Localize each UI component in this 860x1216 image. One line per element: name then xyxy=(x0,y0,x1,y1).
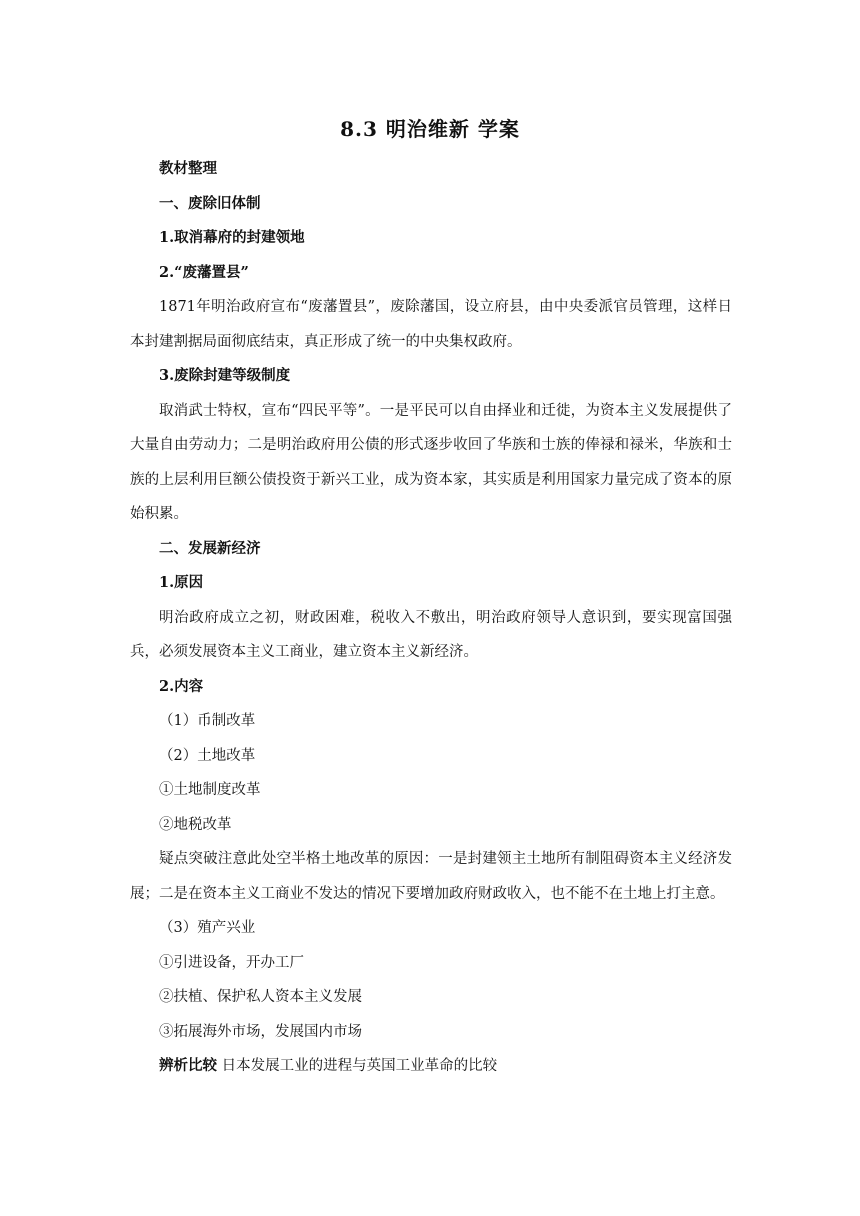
part1-item2-paragraph: 1871年明治政府宣布“废藩置县”，废除藩国，设立府县，由中央委派官员管理，这样日本封建割据局面彻底结束，真正形成了统一的中央集权政府。 xyxy=(130,299,732,350)
part2-content-heading: 2.内容 xyxy=(159,677,204,695)
compare-line xyxy=(130,1049,732,1084)
compare-label: 辨析比较 xyxy=(159,1057,217,1074)
part1-item3-paragraph: 取消武士特权，宣布“四民平等”。一是平民可以自由择业和迁徙，为资本主义发展提供了大量自由劳动力；二是明治政府用公债的形式逐步收回了华族和士族的俸禄和禄米，华族和士族的上层利用巨额公债投资于新兴工业，成为资本家，其实质是利用国家力量完成了资本的原始积累。 xyxy=(130,402,732,522)
list-item-support-private-capital: ②扶植、保护私人资本主义发展 xyxy=(159,989,362,1005)
compare-text: 日本发展工业的进程与英国工业革命的比较 xyxy=(221,1058,498,1074)
part2-heading: 二、发展新经济 xyxy=(159,539,261,557)
part1-item3-heading: 3.废除封建等级制度 xyxy=(159,367,291,384)
part2-reason-heading: 1.原因 xyxy=(159,574,204,591)
part1-item2-heading: 2.“废藩置县” xyxy=(159,263,249,281)
part1-heading: 一、废除旧体制 xyxy=(159,194,261,212)
list-item-import-equipment: ①引进设备，开办工厂 xyxy=(159,954,304,971)
document-body xyxy=(130,152,732,1084)
list-item-land-system-reform: ①土地制度改革 xyxy=(159,782,261,798)
list-item-currency-reform: （1）币制改革 xyxy=(159,713,256,729)
list-item-industry-promotion: （3）殖产兴业 xyxy=(159,920,256,936)
list-item-expand-markets: ③拓展海外市场，发展国内市场 xyxy=(159,1023,362,1040)
list-item-land-tax-reform: ②地税改革 xyxy=(159,816,232,833)
section-intro-heading: 教材整理 xyxy=(159,160,217,177)
part1-item1-heading: 1.取消幕府的封建领地 xyxy=(159,229,305,246)
document-title: 8.3 明治维新 学案 xyxy=(340,117,520,141)
list-item-land-reform: （2）土地改革 xyxy=(159,747,256,764)
doubt-breakthrough-paragraph: 疑点突破注意此处空半格土地改革的原因：一是封建领主土地所有制阻碍资本主义经济发展；二是在资本主义工商业不发达的情况下要增加政府财政收入，也不能不在土地上打主意。 xyxy=(130,851,732,902)
part2-reason-paragraph: 明治政府成立之初，财政困难，税收入不敷出，明治政府领导人意识到，要实现富国强兵，必须发展资本主义工商业，建立资本主义新经济。 xyxy=(130,609,732,660)
